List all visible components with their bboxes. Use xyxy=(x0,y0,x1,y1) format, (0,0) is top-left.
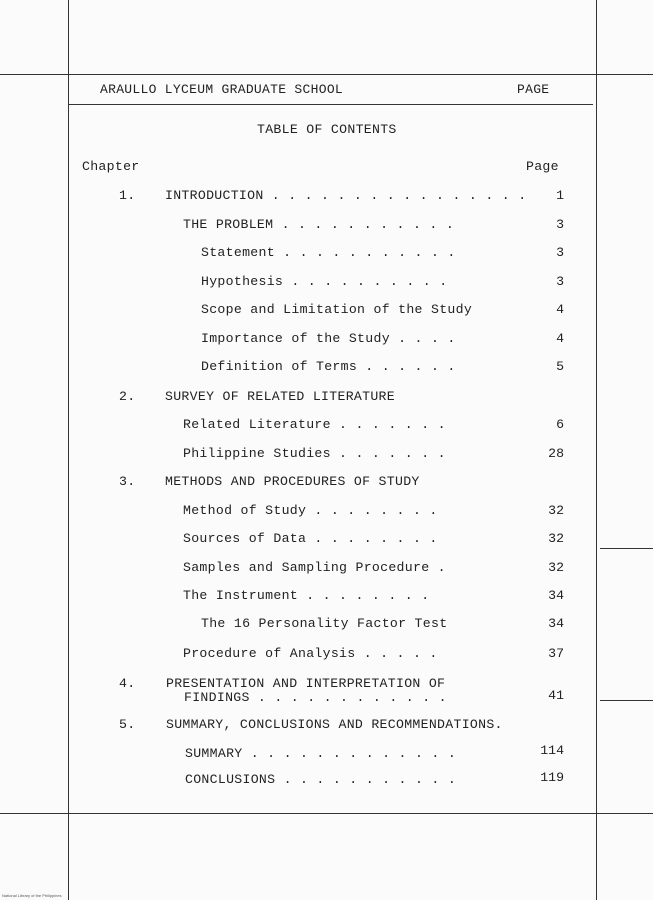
toc-page: 32 xyxy=(548,560,564,575)
toc-page: 3 xyxy=(556,217,564,232)
toc-page: 114 xyxy=(540,743,564,758)
toc-page: 5 xyxy=(556,359,564,374)
page-label: PAGE xyxy=(517,82,550,97)
chapter-num: 2. xyxy=(119,389,136,404)
right-tick-1 xyxy=(600,548,653,549)
toc-entry: Procedure of Analysis . . . . . xyxy=(183,646,438,661)
toc-entry: Method of Study . . . . . . . . xyxy=(183,503,438,518)
toc-entry: SUMMARY . . . . . . . . . . . . . xyxy=(185,746,457,761)
chapter-column-label: Chapter xyxy=(82,159,140,174)
toc-page: 119 xyxy=(540,770,564,785)
toc-entry: Related Literature . . . . . . . xyxy=(183,417,446,432)
toc-page: 32 xyxy=(548,531,564,546)
chapter-num: 4. xyxy=(119,676,136,691)
toc-page: 32 xyxy=(548,503,564,518)
toc-page: 3 xyxy=(556,245,564,260)
toc-entry: FINDINGS . . . . . . . . . . . . xyxy=(184,690,447,705)
toc-page: 4 xyxy=(556,331,564,346)
toc-entry: SUMMARY, CONCLUSIONS AND RECOMMENDATIONS. xyxy=(166,717,503,732)
bottom-rule xyxy=(0,813,653,814)
right-tick-2 xyxy=(600,700,653,701)
toc-entry: THE PROBLEM . . . . . . . . . . . xyxy=(183,217,455,232)
toc-entry: SURVEY OF RELATED LITERATURE xyxy=(165,389,395,404)
toc-page: 37 xyxy=(548,646,564,661)
toc-entry: CONCLUSIONS . . . . . . . . . . . xyxy=(185,772,457,787)
header-bottom-rule xyxy=(68,104,593,105)
toc-page: 3 xyxy=(556,274,564,289)
toc-page: 1 xyxy=(556,188,564,203)
page-column-label: Page xyxy=(526,159,559,174)
toc-entry: Sources of Data . . . . . . . . xyxy=(183,531,438,546)
footer-note: National Library of the Philippines xyxy=(2,893,62,898)
left-margin-rule xyxy=(68,0,69,900)
toc-entry: INTRODUCTION . . . . . . . . . . . . . . . . xyxy=(165,188,527,203)
toc-page: 34 xyxy=(548,616,564,631)
toc-entry: METHODS AND PROCEDURES OF STUDY xyxy=(165,474,420,489)
toc-entry: Statement . . . . . . . . . . . xyxy=(201,245,456,260)
toc-entry: Scope and Limitation of the Study xyxy=(201,302,473,317)
toc-entry: Hypothesis . . . . . . . . . . xyxy=(201,274,448,289)
school-name: ARAULLO LYCEUM GRADUATE SCHOOL xyxy=(100,82,344,97)
chapter-num: 5. xyxy=(119,717,136,732)
chapter-num: 3. xyxy=(119,474,136,489)
toc-entry: PRESENTATION AND INTERPRETATION OF xyxy=(166,676,446,691)
toc-entry: Importance of the Study . . . . xyxy=(201,331,456,346)
header-top-rule xyxy=(0,74,653,75)
toc-entry: Philippine Studies . . . . . . . xyxy=(183,446,446,461)
toc-page: 6 xyxy=(556,417,564,432)
toc-entry: The Instrument . . . . . . . . xyxy=(183,588,430,603)
toc-page: 34 xyxy=(548,588,564,603)
toc-entry: The 16 Personality Factor Test xyxy=(201,616,448,631)
toc-entry: Samples and Sampling Procedure . xyxy=(183,560,446,575)
toc-page: 41 xyxy=(548,688,564,703)
toc-page: 4 xyxy=(556,302,564,317)
toc-page: 28 xyxy=(548,446,564,461)
toc-entry: Definition of Terms . . . . . . xyxy=(201,359,456,374)
toc-title: TABLE OF CONTENTS xyxy=(257,122,397,137)
chapter-num: 1. xyxy=(119,188,136,203)
right-margin-rule xyxy=(596,0,597,900)
